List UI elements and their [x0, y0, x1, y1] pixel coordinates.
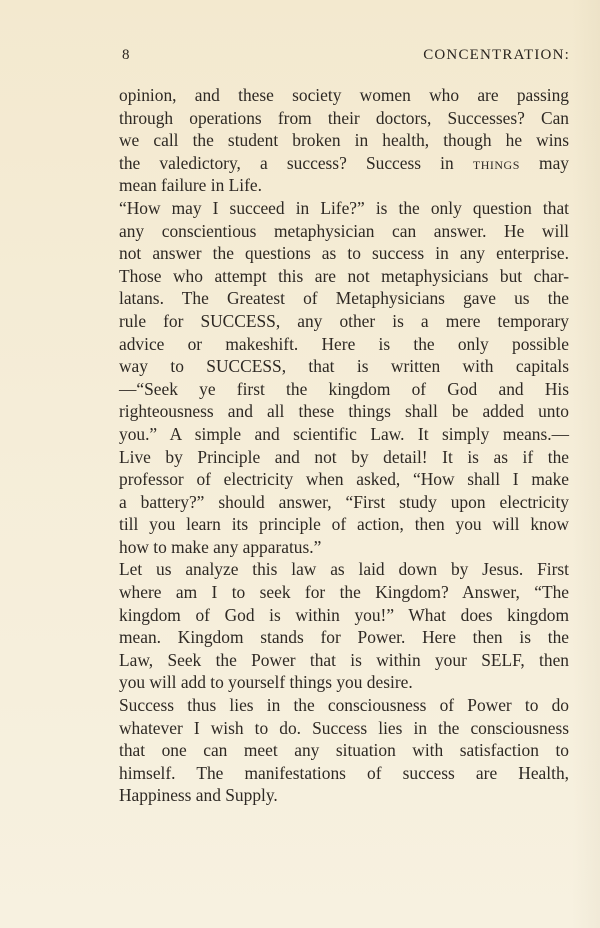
text-line: Let us analyze this law as laid down by Jesus. First [119, 559, 569, 580]
running-head [122, 47, 570, 71]
text-line: any conscientious metaphysician can answer. He will [119, 220, 569, 241]
small-caps-word: things [472, 152, 520, 173]
text-line: that one can meet any situation with satisfaction to [119, 740, 569, 761]
text-line: Success thus lies in the consciousness of Power to do [119, 695, 569, 716]
text-line: Those who attempt this are not metaphysicians but char- [119, 265, 569, 286]
text-line: advice or makeshift. Here is the only possible [119, 333, 569, 354]
text-line: till you learn its principle of action, then you will know [119, 514, 569, 535]
text-line: the valedictory, a success? Success in things may [119, 152, 570, 173]
text-line: through operations from their doctors, Successes? Can [119, 107, 569, 128]
text-line: righteousness and all these things shall be added unto [119, 401, 569, 422]
text-line: way to SUCCESS, that is written with capitals [119, 356, 569, 377]
text-line: not answer the questions as to success in any enterprise. [119, 243, 569, 264]
text-line: —“Seek ye first the kingdom of God and His [119, 378, 569, 399]
text-line: “How may I succeed in Life?” is the only question that [119, 197, 569, 218]
text-line: where am I to seek for the Kingdom? Answer, “The [119, 582, 569, 603]
text-line: kingdom of God is within you!” What does kingdom [119, 604, 569, 625]
text-line: Law, Seek the Power that is within your SELF, then [119, 649, 569, 670]
text-line: we call the student broken in health, though he wins [119, 130, 569, 151]
page-number: 8 [122, 47, 131, 63]
text-line: mean. Kingdom stands for Power. Here then is the [119, 627, 569, 648]
text-line: himself. The manifestations of success are Health, [119, 762, 569, 783]
text-line-paragraph-end: mean failure in Life. [119, 175, 262, 196]
text-line: rule for SUCCESS, any other is a mere temporary [119, 310, 569, 331]
text-line-paragraph-end: how to make any apparatus.” [119, 536, 322, 557]
body-text [119, 84, 569, 807]
text-line: Live by Principle and not by detail! It is as if the [119, 446, 569, 467]
text-line: you.” A simple and scientific Law. It simply means.— [119, 423, 569, 444]
text-line-paragraph-end: Happiness and Supply. [119, 785, 278, 806]
running-title: CONCENTRATION: [423, 47, 570, 63]
text-line: whatever I wish to do. Success lies in the consciousness [119, 717, 569, 738]
text-line: a battery?” should answer, “First study upon electricity [119, 491, 569, 512]
page-edge-shade [572, 0, 600, 928]
text-line: opinion, and these society women who are passing [119, 85, 569, 105]
text-line: professor of electricity when asked, “How shall I make [119, 469, 569, 490]
text-line: latans. The Greatest of Metaphysicians gave us the [119, 288, 569, 309]
text-line-paragraph-end: you will add to yourself things you desire. [119, 672, 413, 693]
